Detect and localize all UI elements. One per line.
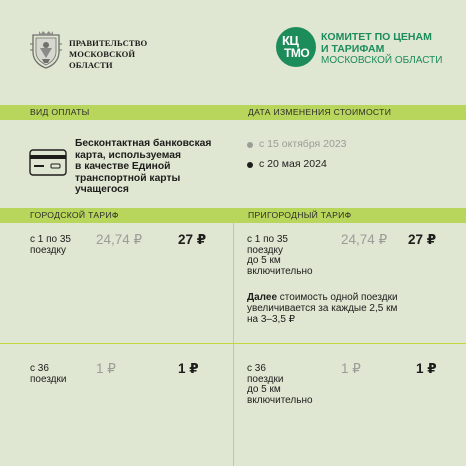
band-top xyxy=(0,105,466,120)
suburban-note-line-2: увеличивается за каждые 2,5 км xyxy=(247,303,398,314)
committee-line-2: И ТАРИФАМ xyxy=(321,42,385,55)
city-row2-line-1: с 36 xyxy=(30,363,49,374)
city-row2-line-2: поездки xyxy=(30,373,67,385)
kctm-logo-bottom: ТМО xyxy=(284,46,310,60)
committee-name xyxy=(321,32,442,67)
city-row1-old-price: 24,74 ₽ xyxy=(96,232,143,247)
band-city-tariff: ГОРОДСКОЙ ТАРИФ xyxy=(30,210,119,220)
suburban-row1-line-4: включительно xyxy=(247,265,313,277)
city-row2-range xyxy=(30,364,66,385)
suburban-row1-line-3: до 5 км xyxy=(247,255,281,266)
new-date: с 20 мая 2024 xyxy=(259,158,327,170)
city-row1-new-price: 27 ₽ xyxy=(178,232,207,247)
band-price-change-date: ДАТА ИЗМЕНЕНИЯ СТОИМОСТИ xyxy=(248,107,392,117)
payment-description xyxy=(75,138,211,196)
bank-card-icon xyxy=(29,149,67,176)
suburban-row1-range xyxy=(247,235,313,277)
city-row1-line-1: с 1 по 35 xyxy=(30,234,71,245)
suburban-row2-new-price: 1 ₽ xyxy=(416,361,437,376)
suburban-row1-old-price: 24,74 ₽ xyxy=(341,232,388,247)
suburban-row2-line-3: до 5 км xyxy=(247,384,281,395)
kctm-logo-top: КЦ xyxy=(282,33,299,48)
city-row2-new-price: 1 ₽ xyxy=(178,361,199,376)
suburban-row1-line-1: с 1 по 35 xyxy=(247,234,288,245)
new-date-dot-icon xyxy=(247,162,253,168)
suburban-row1-new-price: 27 ₽ xyxy=(408,232,437,247)
suburban-row1-line-2: поездку xyxy=(247,244,284,256)
payment-line-3: в качестве Единой xyxy=(75,161,171,172)
committee-line-3: МОСКОВСКОЙ ОБЛАСТИ xyxy=(321,55,443,66)
suburban-row2-line-1: с 36 xyxy=(247,363,266,374)
payment-line-2: карта, используемая xyxy=(75,149,181,161)
suburban-row2-old-price: 1 ₽ xyxy=(341,361,361,376)
payment-line-1: Бесконтактная банковская xyxy=(75,138,212,149)
suburban-row2-line-4: включительно xyxy=(247,394,313,406)
gov-line-3: ОБЛАСТИ xyxy=(69,60,113,70)
gov-line-1: ПРАВИТЕЛЬСТВО xyxy=(69,38,148,48)
band-suburban-tariff: ПРИГОРОДНЫЙ ТАРИФ xyxy=(248,210,352,220)
column-divider-top xyxy=(233,223,234,343)
suburban-note-bold: Далее xyxy=(247,292,278,303)
city-row2-old-price: 1 ₽ xyxy=(96,361,116,376)
suburban-note-line-3: на 3–3,5 ₽ xyxy=(247,314,296,325)
suburban-row2-range xyxy=(247,364,313,406)
old-date: с 15 октября 2023 xyxy=(259,138,347,150)
band-payment-type: ВИД ОПЛАТЫ xyxy=(30,107,90,117)
committee-line-1: КОМИТЕТ ПО ЦЕНАМ xyxy=(321,31,432,43)
city-row1-range xyxy=(30,235,71,256)
coat-of-arms-icon xyxy=(28,30,64,70)
suburban-row2-line-2: поездки xyxy=(247,373,284,385)
band-tariffs xyxy=(0,208,466,223)
column-divider-bottom xyxy=(233,344,234,466)
government-name xyxy=(69,38,147,71)
city-row1-line-2: поездку xyxy=(30,244,67,256)
suburban-note-line-1: стоимость одной поездки xyxy=(277,292,398,303)
payment-line-5: учащегося xyxy=(75,184,129,195)
gov-line-2: МОСКОВСКОЙ xyxy=(69,49,136,59)
payment-line-4: транспортной карты xyxy=(75,172,181,184)
kctm-logo-icon xyxy=(276,27,316,67)
old-date-dot-icon xyxy=(247,142,253,148)
suburban-note xyxy=(247,292,398,325)
